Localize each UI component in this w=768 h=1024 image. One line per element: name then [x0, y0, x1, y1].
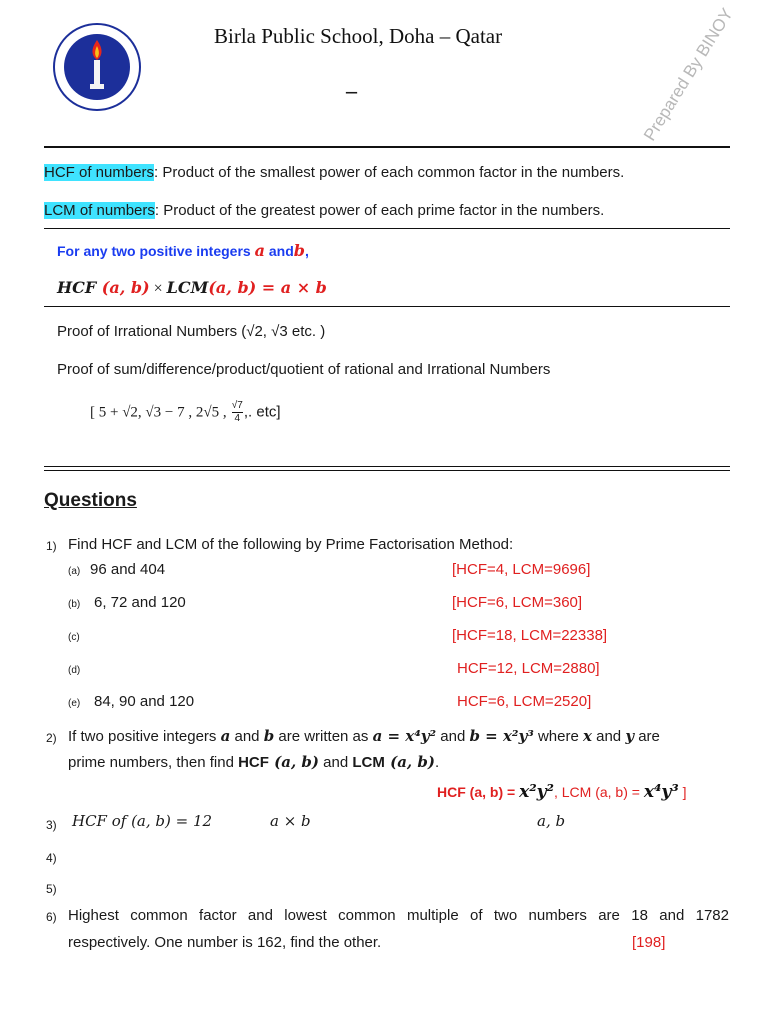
q6-number: 6) — [46, 910, 57, 924]
part-answer: HCF=6, LCM=2520] — [457, 693, 592, 710]
hcf-text: : Product of the smallest power of each common factor in the numbers. — [154, 164, 625, 181]
part-label: (a) — [68, 566, 81, 577]
part-text: 84, 90 and 120 — [94, 693, 195, 710]
fraction: $\frac{√7}{4}$ — [231, 400, 243, 424]
part-answer: [HCF=4, LCM=9696] — [452, 561, 591, 578]
lcm-definition — [44, 202, 604, 219]
questions-heading: Questions — [44, 490, 137, 511]
q5-number: 5) — [46, 882, 57, 896]
q2-line1: If two positive integers a and b are written as a = x⁴y² and b = x²y³ where x and y are — [68, 727, 660, 745]
theorem-rule — [44, 306, 730, 307]
part-answer: [HCF=6, LCM=360] — [452, 594, 583, 611]
q4-number: 4) — [46, 851, 57, 865]
school-title: Birla Public School, Doha – Qatar — [214, 24, 503, 48]
title-dash: – — [346, 78, 357, 103]
q3-number: 3) — [46, 818, 57, 832]
proof-irrational: Proof of Irrational Numbers (√2, √3 etc. ) — [57, 323, 326, 340]
part-answer: HCF=12, LCM=2880] — [457, 660, 600, 677]
theorem-intro: For any two positive integers a andb, — [57, 241, 309, 260]
section-rule-bottom — [44, 470, 730, 471]
school-logo — [52, 22, 142, 112]
q2-answer: HCF (a, b) = x²y², LCM (a, b) = x⁴y³ ] — [437, 782, 687, 802]
q3-expr2: a × b — [270, 812, 311, 830]
q2-line2: prime numbers, then find HCF (a, b) and LCM (a, b). — [68, 753, 440, 771]
q3-expr3: a, b — [537, 812, 566, 830]
lcm-label: LCM of numbers — [44, 202, 155, 219]
q6-line1: Highest common factor and lowest common multiple of two numbers are 18 and 1782 — [68, 907, 729, 924]
hcf-definition — [44, 164, 624, 181]
watermark: Prepared By BINOY — [640, 4, 737, 145]
proof-operations: Proof of sum/difference/product/quotient of rational and Irrational Numbers — [57, 361, 551, 378]
part-answer: [HCF=18, LCM=22338] — [452, 627, 608, 644]
part-label: (e) — [68, 698, 81, 709]
part-text: 6, 72 and 120 — [94, 594, 186, 611]
q1-number: 1) — [46, 539, 57, 553]
q1-text: Find HCF and LCM of the following by Prime Factorisation Method: — [68, 536, 514, 553]
q3-expr: HCF of (a, b) = 12 — [72, 812, 213, 830]
q2-number: 2) — [46, 731, 57, 745]
section-rule-top — [44, 466, 730, 467]
q6-answer: [198] — [632, 934, 666, 951]
proof-examples: [ 5 + √2, √3 − 7 , 2√5 , $\frac{√7}{4}$ ,. etc] — [90, 400, 281, 424]
part-label: (d) — [68, 665, 81, 676]
defs-rule — [44, 228, 730, 229]
hcf-label: HCF of numbers — [44, 164, 155, 181]
q6-line2: respectively. One number is 162, find the other. — [68, 934, 382, 951]
part-text: 96 and 404 — [90, 561, 166, 578]
theorem-formula: HCF (a, b) × LCM(a, b) = a × b — [57, 278, 327, 297]
lcm-text: : Product of the greatest power of each prime factor in the numbers. — [154, 202, 605, 219]
header-rule — [44, 146, 730, 148]
part-label: (b) — [68, 599, 81, 610]
part-label: (c) — [68, 632, 80, 643]
